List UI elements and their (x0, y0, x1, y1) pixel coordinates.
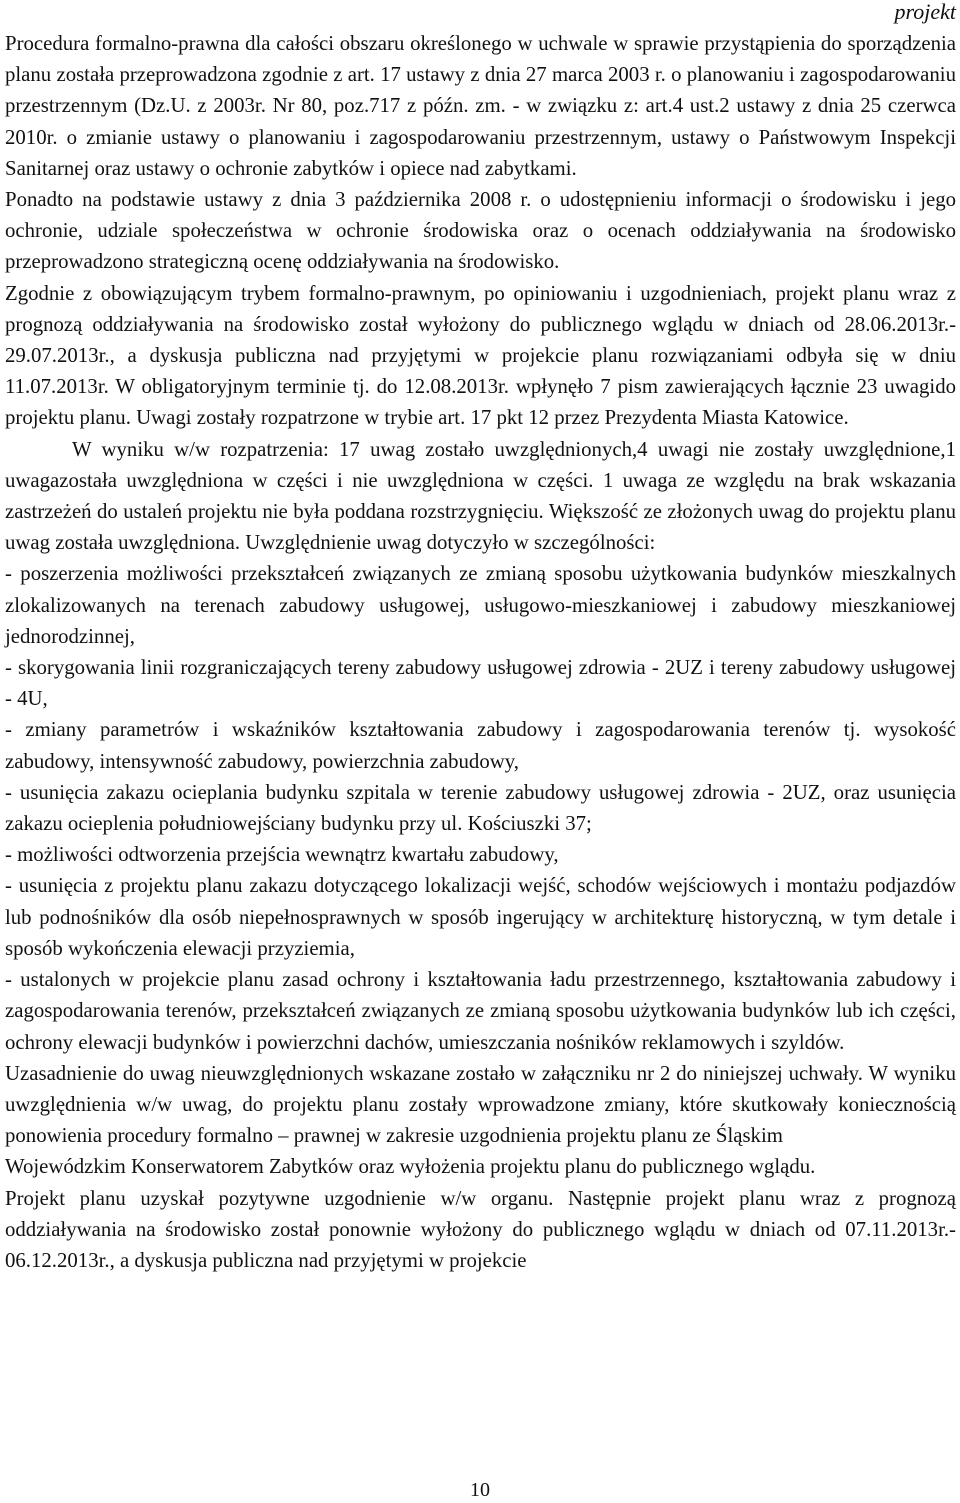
paragraph-environment-assessment: Ponadto na podstawie ustawy z dnia 3 października 2008 r. o udostępnieniu informacji o środowisku i jego ochronie, udziale społeczeństwa w ochronie środowiska oraz o ocenach oddziaływania na środowisko przeprowadzono strategiczną ocenę oddziaływania na środowisko. (5, 188, 956, 274)
header-note: projekt (894, 0, 956, 24)
paragraph-conservator: Wojewódzkim Konserwatorem Zabytków oraz wyłożenia projektu planu do publicznego wglądu. (5, 1155, 816, 1179)
paragraph-review-result: W wyniku w/w rozpatrzenia: 17 uwag zostało uwzględnionych,4 uwagi nie zostały uwzględnione,1 uwagazostała uwzględniona w części i nie uwzględniona w części. 1 uwaga ze względu na brak wskazania zastrzeżeń do ustaleń projektu nie była poddana rozstrzygnięciu. Większość ze złożonych uwag do projektu planu uwag została uwzględniona. Uwzględnienie uwag dotyczyło w szczególności: (5, 437, 956, 555)
list-item-passage-restoration: - możliwości odtworzenia przejścia wewnątrz kwartału zabudowy, (5, 843, 559, 867)
list-item-spatial-order-rules: - ustalonych w projekcie planu zasad ochrony i kształtowania ładu przestrzennego, kształtowania zabudowy i zagospodarowania terenów, przekształceń związanych ze zmianą sposobu użytkowania budynków lub ich części, ochrony elewacji budynków i powierzchni dachów, umieszczania nośników reklamowych i szyldów. (5, 968, 956, 1054)
paragraph-second-inspection: Projekt planu uzyskał pozytywne uzgodnienie w/w organu. Następnie projekt planu wraz z prognozą oddziaływania na środowisko został ponownie wyłożony do publicznego wglądu w dniach od 07.11.2013r.- 06.12.2013r., a dyskusja publiczna nad przyjętymi w projekcie (5, 1186, 956, 1272)
page-number: 10 (470, 1479, 490, 1501)
paragraph-public-inspection: Zgodnie z obowiązującym trybem formalno-prawnym, po opiniowaniu i uzgodnieniach, projekt planu wraz z prognozą oddziaływania na środowisko został wyłożony do publicznego wglądu w dniach od 28.06.2013r.- 29.07.2013r., a dyskusja publiczna nad przyjętymi w projekcie planu rozwiązaniami odbyła się w dniu 11.07.2013r. W obligatoryjnym terminie tj. do 12.08.2013r. wpłynęło 7 pism zawierających łącznie 23 uwagido projektu planu. Uwagi zostały rozpatrzone w trybie art. 17 pkt 12 przez Prezydenta Miasta Katowice. (5, 281, 956, 430)
list-item-entrance-ban-removal: - usunięcia z projektu planu zakazu dotyczącego lokalizacji wejść, schodów wejściowych i montażu podjazdów lub podnośników dla osób niepełnosprawnych w sposób ingerujący w architekturę historyczną, w tym detale i sposób wykończenia elewacji przyziemia, (5, 874, 956, 960)
list-item-insulation-ban-removal: - usunięcia zakazu ocieplania budynku szpitala w terenie zabudowy usługowej zdrowia - 2UZ, oraz usunięcia zakazu ocieplenia południowejściany budynku przy ul. Kościuszki 37; (5, 780, 956, 836)
list-item-building-use-change: - poszerzenia możliwości przekształceń związanych ze zmianą sposobu użytkowania budynków mieszkalnych zlokalizowanych na terenach zabudowy usługowej, usługowo-mieszkaniowej i zabudowy mieszkaniowej jednorodzinnej, (5, 562, 956, 648)
paragraph-procedure: Procedura formalno-prawna dla całości obszaru określonego w uchwale w sprawie przystąpienia do sporządzenia planu została przeprowadzona zgodnie z art. 17 ustawy z dnia 27 marca 2003 r. o planowaniu i zagospodarowaniu przestrzennym (Dz.U. z 2003r. Nr 80, poz.717 z późn. zm. - w związku z: art.4 ust.2 ustawy z dnia 25 czerwca 2010r. o zmianie ustawy o planowaniu i zagospodarowaniu przestrzennym, ustawy o Państwowym Inspekcji Sanitarnej oraz ustawy o ochronie zabytków i opiece nad zabytkami. (5, 32, 956, 180)
list-item-development-parameters: - zmiany parametrów i wskaźników kształtowania zabudowy i zagospodarowania terenów tj. wysokość zabudowy, intensywność zabudowy, powierzchnia zabudowy, (5, 718, 956, 773)
list-item-boundary-correction: - skorygowania linii rozgraniczających tereny zabudowy usługowej zdrowia - 2UZ i tereny zabudowy usługowej - 4U, (5, 656, 956, 711)
paragraph-unaccepted-remarks: Uzasadnienie do uwag nieuwzględnionych wskazane zostało w załączniku nr 2 do niniejszej uchwały. W wyniku uwzględnienia w/w uwag, do projektu planu zostały wprowadzone zmiany, które skutkowały koniecznością ponowienia procedury formalno – prawnej w zakresie uzgodnienia projektu planu ze Śląskim (5, 1061, 956, 1148)
document-body (5, 28, 956, 1276)
